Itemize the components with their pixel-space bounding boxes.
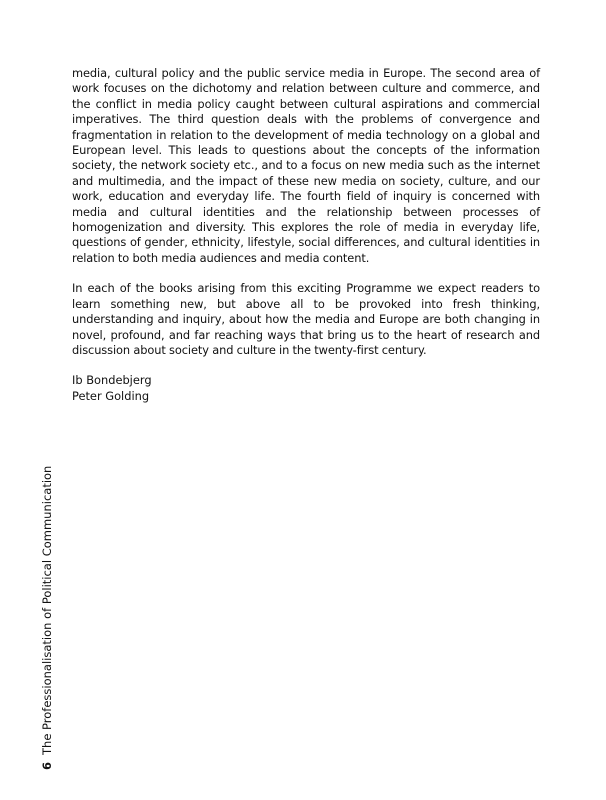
body-paragraph-2: In each of the books arising from this exciting Programme we expect readers to learn something new, but above all to be provoked into fresh thinking, understanding and inquiry, about how the media and Europe are both changing in novel, profound, and far reaching ways that bring us to the heart of research and discussion about society and culture in the twenty-first century. [72, 281, 540, 357]
signatory-name: Ib Bondebjerg [72, 373, 152, 388]
main-text-block [72, 66, 540, 404]
page-number: 6 [40, 761, 54, 770]
book-title: The Professionalisation of Political Communication [40, 465, 54, 755]
signature-block [72, 373, 540, 404]
signatory-name: Peter Golding [72, 388, 150, 403]
vertical-running-head [40, 466, 54, 770]
body-paragraph-1: media, cultural policy and the public service media in Europe. The second area of work focuses on the dichotomy and relation between culture and commerce, and the conflict in media policy caught between cultural aspirations and commercial imperatives. The third question deals with the problems of convergence and fragmentation in relation to the development of media technology on a global and European level. This leads to questions about the concepts of the information society, the network society etc., and to a focus on new media such as the internet and multimedia, and the impact of these new media on society, culture, and our work, education and everyday life. The fourth field of inquiry is concerned with media and cultural identities and the relationship between processes of homogenization and diversity. This explores the role of media in everyday life, questions of gender, ethnicity, lifestyle, social differences, and cultural identities in relation to both media audiences and media content. [72, 66, 540, 265]
